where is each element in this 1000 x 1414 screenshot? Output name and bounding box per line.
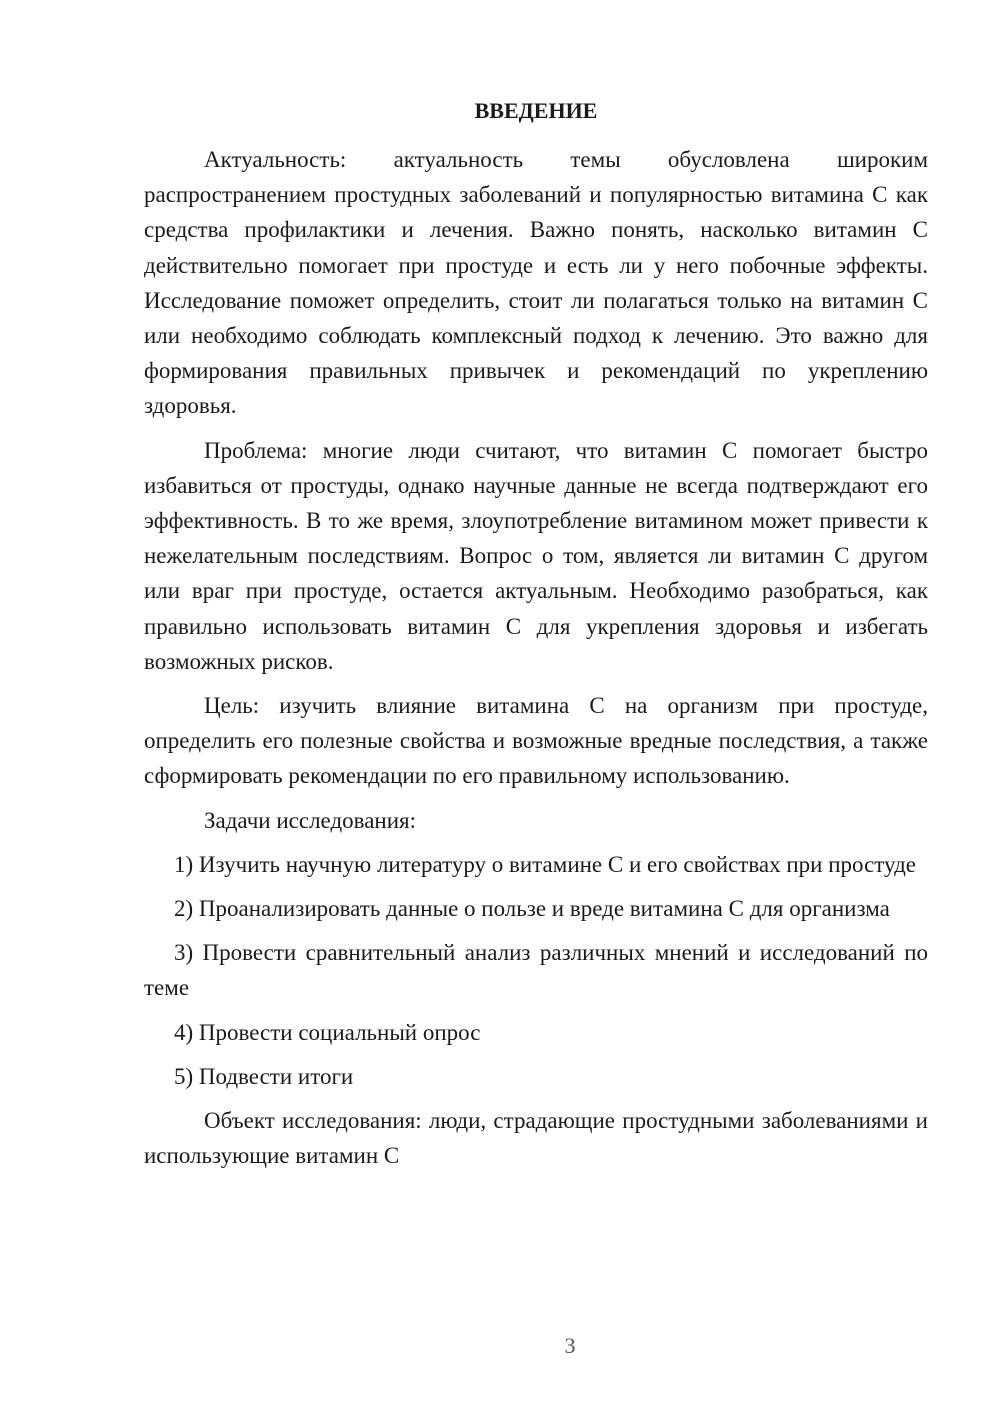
task-item: 5) Подвести итоги — [174, 1063, 354, 1089]
task-item: 2) Проанализировать данные о пользе и вреде витамина С для организма — [174, 896, 890, 922]
paragraph-object: Объект исследования: люди, страдающие простудными заболеваниями и использующие витамин С — [144, 1108, 928, 1169]
paragraph-relevance: Актуальность: актуальность темы обусловлена широким распространением простудных заболеваний и популярностью витамина С как средства профилактики и лечения. Важно понять, насколько витамин С действительно помогает при простуде и есть ли у него побочные эффекты. Исследование поможет определить, стоит ли полагаться только на витамин С или необходимо соблюдать комплексный подход к лечению. Это важно для формирования правильных привычек и рекомендаций по укреплению здоровья. — [144, 147, 928, 419]
page-number: 3 — [564, 1333, 576, 1358]
task-item: 1) Изучить научную литературу о витамине С и его свойствах при простуде — [174, 851, 917, 877]
paragraph-goal: Цель: изучить влияние витамина С на организм при простуде, определить его полезные свойства и возможные вредные последствия, а также сформировать рекомендации по его правильному использованию. — [144, 693, 928, 789]
page-content — [144, 96, 928, 1182]
task-item: 3) Провести сравнительный анализ различных мнений и исследований по теме — [144, 940, 928, 1001]
page-title: ВВЕДЕНИЕ — [474, 98, 598, 123]
tasks-heading: Задачи исследования: — [204, 807, 417, 833]
task-item: 4) Провести социальный опрос — [174, 1019, 481, 1045]
paragraph-problem: Проблема: многие люди считают, что витамин С помогает быстро избавиться от простуды, однако научные данные не всегда подтверждают его эффективность. В то же время, злоупотребление витамином может привести к нежелательным последствиям. Вопрос о том, является ли витамин С другом или враг при простуде, остается актуальным. Необходимо разобраться, как правильно использовать витамин С для укрепления здоровья и избегать возможных рисков. — [144, 437, 928, 674]
